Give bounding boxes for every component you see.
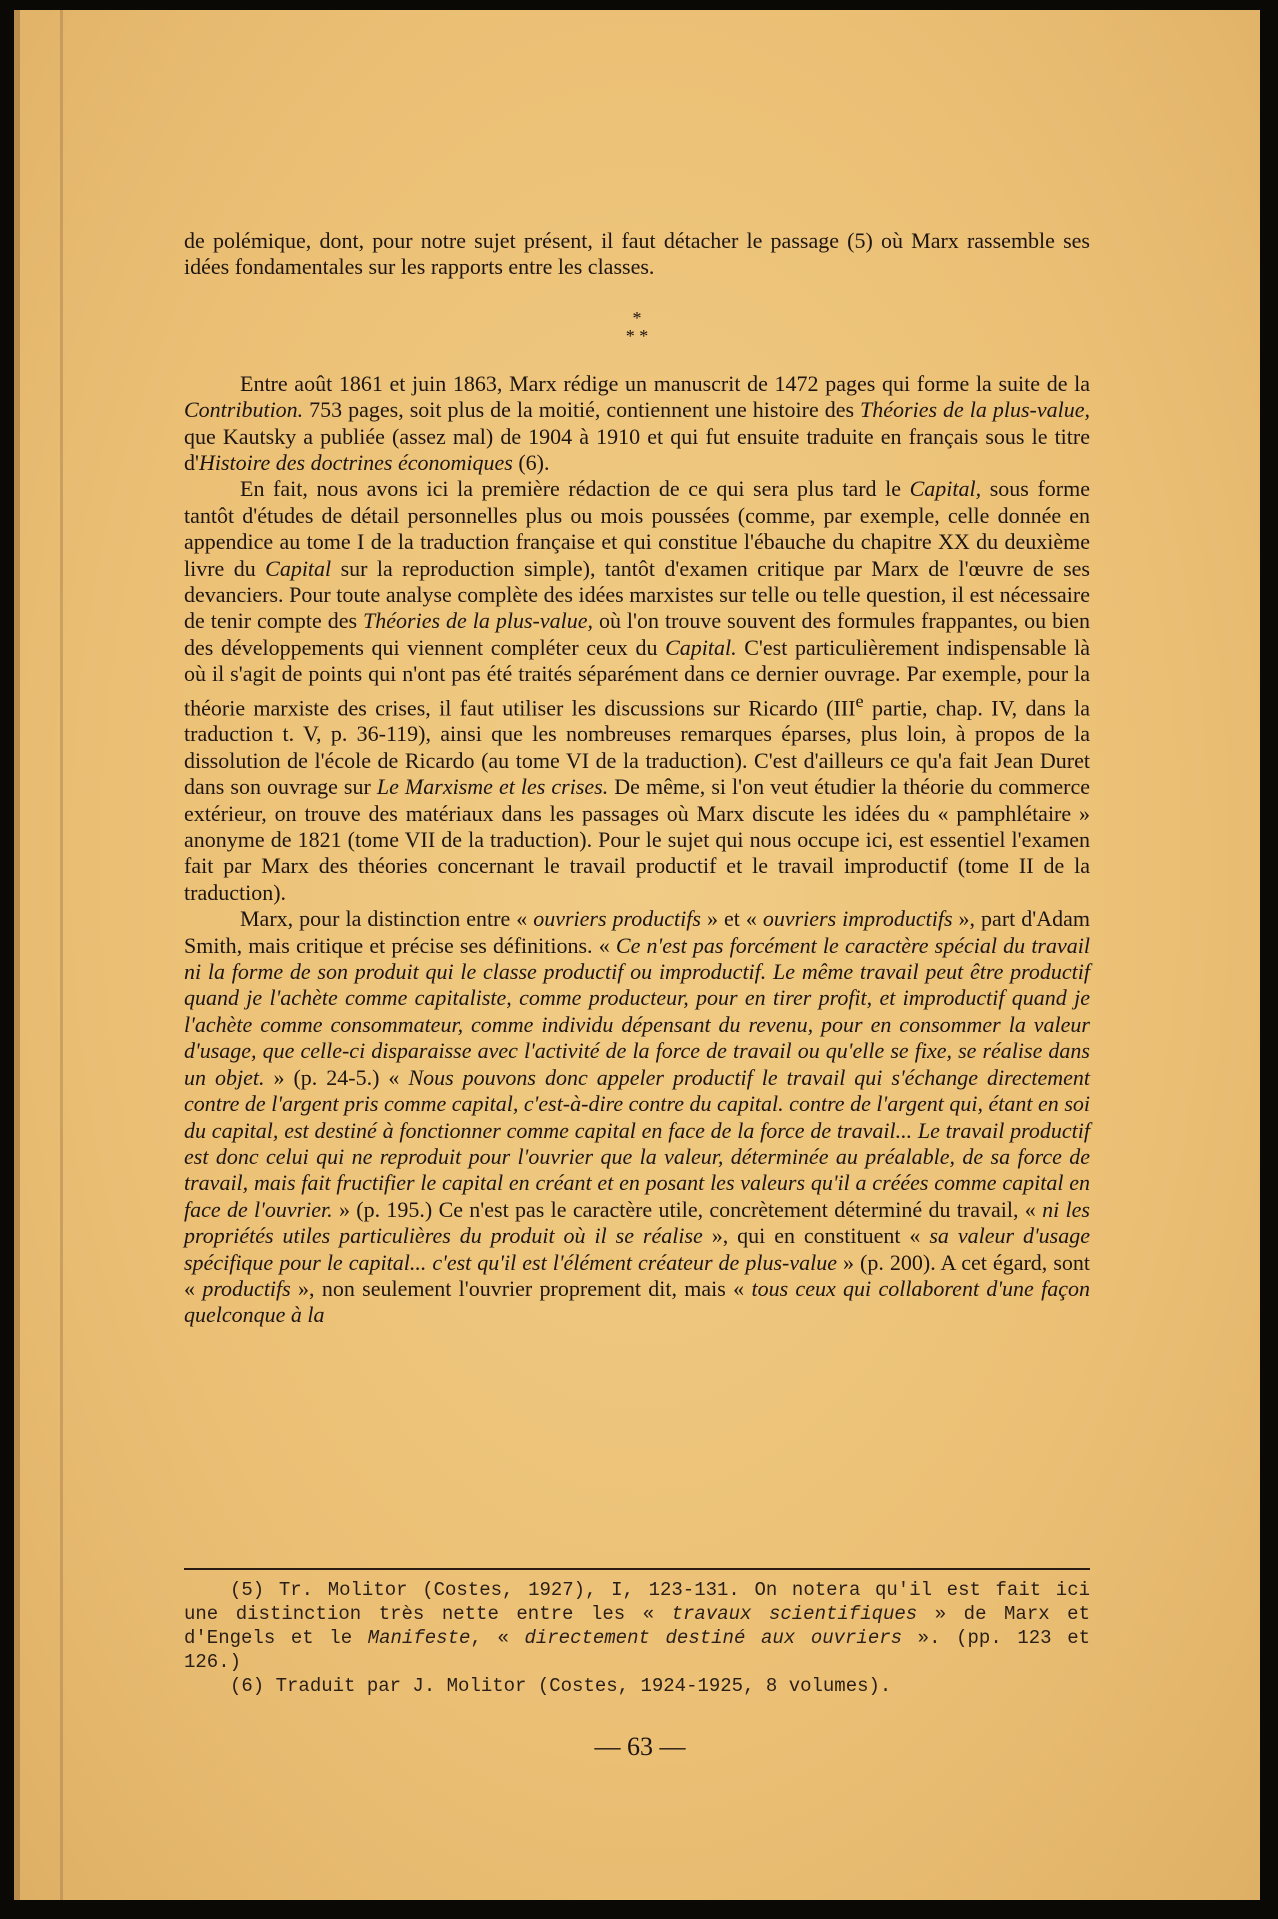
paragraph-4: Marx, pour la distinction entre « ouvriers productifs » et « ouvriers improductifs », part d'Adam Smith, mais critique et précise ses définitions. « Ce n'est pas forcément le caractère spécial du travail ni la forme de son produit qui le classe productif ou improductif. Le même travail peut être productif quand je l'achète comme capitaliste, comme producteur, pour en tirer profit, et improductif quand je l'achète comme consommateur, comme individu dépensant du revenu, pour en consommer la valeur d'usage, que celle-ci disparaisse avec l'activité de la force de travail ou qu'elle se fixe, se réalise dans un objet. » (p. 24-5.) « Nous pouvons donc appeler productif le travail qui s'échange directement contre de l'argent pris comme capital, c'est-à-dire contre du capital. contre de l'argent qui, étant en soi du capital, est destiné à fonctionner comme capital en face de la force de travail... Le travail productif est donc celui qui ne reproduit pour l'ouvrier que la valeur, déterminée au préalable, de sa force de travail, mais fait fructifier le capital en créant et en posant les valeurs qu'il a créées comme capital en face de l'ouvrier. » (p. 195.) Ce n'est pas le caractère utile, concrètement déterminé du travail, « ni les propriétés utiles particulières du produit où il se réalise », qui en constituent « sa valeur d'usage spécifique pour le capital... c'est qu'il est l'élément créateur de plus-value » (p. 200). A cet égard, sont « productifs », non seulement l'ouvrier proprement dit, mais « tous ceux qui collaborent d'une façon quelconque à la [184,906,1091,1328]
section-separator [184,309,1090,345]
footnotes [184,1568,1090,1698]
book-page [14,10,1260,1900]
footnote-6: (6) Traduit par J. Molitor (Costes, 1924-1925, 8 volumes). [230,1675,892,1697]
footnote-5: (5) Tr. Molitor (Costes, 1927), I, 123-131. On notera qu'il est fait ici une distinction très nette entre les « travaux scientifiques » de Marx et d'Engels et le Manifeste, « directement destiné aux ouvriers ». (pp. 123 et 126.) [184,1579,1091,1673]
paragraph-1: de polémique, dont, pour notre sujet présent, il faut détacher le passage (5) où Marx rassemble ses idées fondamentales sur les rapports entre les classes. [184,228,1090,280]
main-text [184,228,1090,1329]
paragraph-3: En fait, nous avons ici la première rédaction de ce qui sera plus tard le Capital, sous forme tantôt d'études de détail personnelles plus ou mois poussées (comme, par exemple, celle donnée en appendice au tome I de la traduction française et qui constitue l'ébauche du chapitre XX du deuxième livre du Capital sur la reproduction simple), tantôt d'examen critique par Marx de l'œuvre de ses devanciers. Pour toute analyse complète des idées marxistes sur telle ou telle question, il est nécessaire de tenir compte des Théories de la plus-value, où l'on trouve souvent des formules frappantes, ou bien des développements qui viennent compléter ceux du Capital. C'est particulièrement indispensable là où il s'agit de points qui n'ont pas été traités séparément dans ce dernier ouvrage. Par exemple, pour la théorie marxiste des crises, il faut utiliser les discussions sur Ricardo (IIIe partie, chap. IV, dans la traduction t. V, p. 36-119), ainsi que les nombreuses remarques éparses, plus loin, à propos de la dissolution de l'école de Ricardo (au tome VI de la traduction). C'est d'ailleurs ce qu'a fait Jean Duret dans son ouvrage sur Le Marxisme et les crises. De même, si l'on veut étudier la théorie du commerce extérieur, on trouve des matériaux dans les passages où Marx discute les idées du « pamphlétaire » anonyme de 1821 (tome VII de la traduction). Pour le sujet qui nous occupe ici, est essentiel l'examen fait par Marx des théories concernant le travail productif et le travail improductif (tome II de la traduction). [184,476,1091,905]
separator-stars-bottom: * * [625,325,649,346]
paragraph-2: Entre août 1861 et juin 1863, Marx rédige un manuscrit de 1472 pages qui forme la suite de la Contribution. 753 pages, soit plus de la moitié, contiennent une histoire des Théories de la plus-value, que Kautsky a publiée (assez mal) de 1904 à 1910 et qui fut ensuite traduite en français sous le titre d'Histoire des doctrines économiques (6). [184,370,1090,476]
page-fold-shadow [60,10,63,1900]
separator-star-top: * [632,307,642,328]
page-number: — 63 — [594,1732,686,1761]
